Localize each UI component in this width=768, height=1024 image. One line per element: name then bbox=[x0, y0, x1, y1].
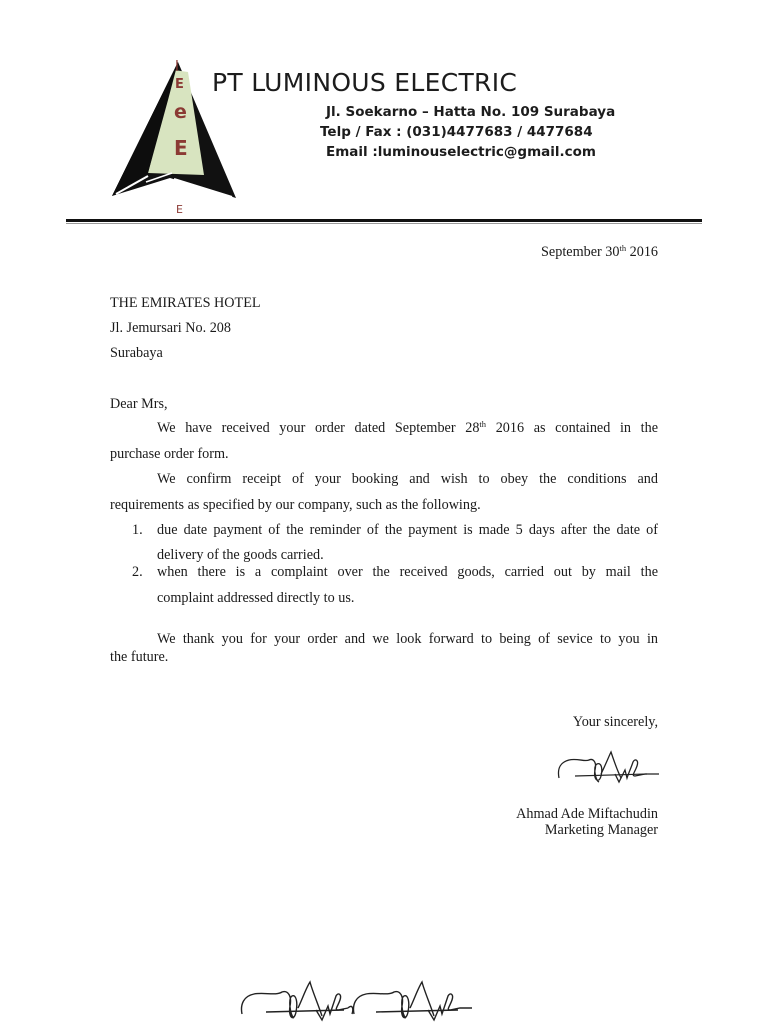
date-ordinal: th bbox=[619, 243, 627, 253]
paragraph-thank-you bbox=[110, 631, 658, 666]
recipient-street: Jl. Jemursari No. 208 bbox=[110, 320, 231, 336]
recipient-name: THE EMIRATES HOTEL bbox=[110, 295, 261, 311]
paragraph-line: We confirm receipt of your booking and wish to obey the conditions and bbox=[157, 471, 658, 487]
logo-letter: l bbox=[175, 59, 179, 75]
paragraph-line: We thank you for your order and we look forward to being of sevice to you in bbox=[157, 631, 658, 647]
paragraph-line: the future. bbox=[110, 649, 169, 665]
list-line: delivery of the goods carried. bbox=[157, 547, 324, 563]
company-email: Email :luminouselectric@gmail.com bbox=[326, 144, 596, 160]
letterhead-divider-shadow bbox=[66, 223, 702, 224]
text-segment: 2016 as contained in the bbox=[486, 420, 658, 436]
footer-signature-icon bbox=[236, 978, 476, 1024]
signature-icon bbox=[555, 748, 665, 788]
recipient-city: Surabaya bbox=[110, 345, 163, 361]
paragraph-line bbox=[110, 420, 658, 446]
logo-letter: E bbox=[174, 136, 188, 160]
list-line: complaint addressed directly to us. bbox=[157, 590, 355, 606]
closing: Your sincerely, bbox=[572, 714, 658, 730]
list-text bbox=[157, 522, 658, 564]
paragraph-order-received bbox=[110, 420, 658, 463]
company-address: Jl. Soekarno – Hatta No. 109 Surabaya bbox=[326, 104, 616, 120]
paragraph-line: purchase order form. bbox=[110, 446, 229, 462]
ordinal-suffix: th bbox=[479, 419, 487, 429]
paragraph-confirm-booking bbox=[110, 471, 658, 514]
list-line: due date payment of the reminder of the payment is made 5 days after the date of bbox=[157, 522, 658, 538]
paragraph-line: requirements as specified by our company, such as the following. bbox=[110, 497, 481, 513]
list-number: 1. bbox=[132, 522, 143, 538]
company-phone-fax: Telp / Fax : (031)4477683 / 4477684 bbox=[320, 124, 593, 140]
company-name: PT LUMINOUS ELECTRIC bbox=[212, 68, 518, 97]
signer-name: Ahmad Ade Miftachudin bbox=[516, 806, 658, 822]
list-text bbox=[157, 564, 658, 607]
list-line: when there is a complaint over the received goods, carried out by mail the bbox=[157, 564, 658, 580]
date-year: 2016 bbox=[626, 244, 658, 260]
date-text: September 30 bbox=[541, 244, 620, 260]
signer-title: Marketing Manager bbox=[544, 822, 658, 838]
letterhead-divider bbox=[66, 219, 702, 222]
letter-date bbox=[541, 244, 658, 261]
list-number: 2. bbox=[132, 564, 143, 580]
text-segment: We have received your order dated September 28 bbox=[157, 420, 480, 436]
salutation: Dear Mrs, bbox=[110, 396, 168, 412]
logo-letter: E bbox=[176, 203, 183, 216]
logo-letter: E bbox=[175, 77, 184, 92]
logo-letter: e bbox=[174, 101, 187, 123]
